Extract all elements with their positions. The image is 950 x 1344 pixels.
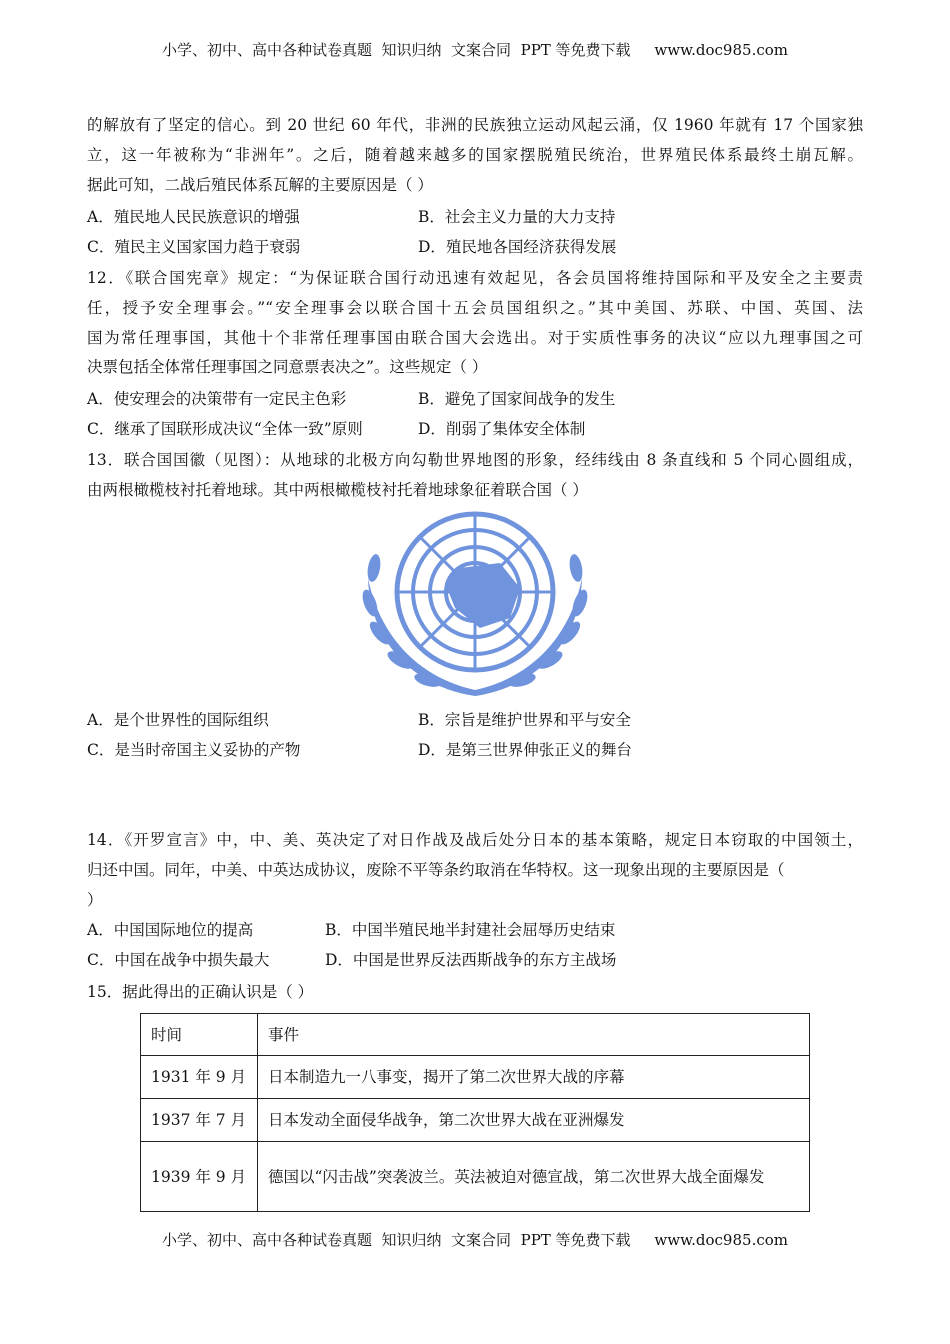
events-table [140,1013,810,1212]
table-row [141,1099,810,1142]
q12-line: 国为常任理事国，其他十个非常任理事国由联合国大会选出。对于实质性事务的决议“应以九理事国之可 [87,329,863,347]
q13-line: 由两根橄榄枝衬托着地球。其中两根橄榄枝衬托着地球象征着联合国（ ） [87,481,588,499]
q13-line: 13．联合国国徽（见图）：从地球的北极方向勾勒世界地图的形象，经纬线由 8 条直线和 5 个同心圆组成， [87,451,863,469]
cell-event: 日本制造九一八事变，揭开了第二次世界大战的序幕 [258,1056,810,1099]
page-header: 小学、初中、高中各种试卷真题 知识归纳 文案合同 PPT 等免费下载 www.doc985.com [161,41,788,59]
q14-option-d: D．中国是世界反法西斯战争的东方主战场 [325,951,617,969]
q11-option-d: D．殖民地各国经济获得发展 [418,238,617,256]
q11-option-a: A．殖民地人民民族意识的增强 [87,208,300,226]
q12-option-b: B．避免了国家间战争的发生 [418,390,616,408]
q12-option-a: A．使安理会的决策带有一定民主色彩 [87,390,347,408]
q11-option-c: C．殖民主义国家国力趋于衰弱 [87,238,301,256]
q11-line: 据此可知，二战后殖民体系瓦解的主要原因是（ ） [87,176,433,194]
page-footer: 小学、初中、高中各种试卷真题 知识归纳 文案合同 PPT 等免费下载 www.doc985.com [161,1231,788,1249]
q13-option-c: C．是当时帝国主义妥协的产物 [87,741,301,759]
q11-line: 的解放有了坚定的信心。到 20 世纪 60 年代，非洲的民族独立运动风起云涌，仅 1960 年就有 17 个国家独 [87,116,863,134]
cell-time: 1939 年 9 月 [141,1142,258,1212]
q15-stem: 15．据此得出的正确认识是（ ） [87,983,314,1001]
table-header-row [141,1014,810,1056]
q14-option-c: C．中国在战争中损失最大 [87,951,270,969]
q11-line: 立，这一年被称为“非洲年”。之后，随着越来越多的国家摆脱殖民统治，世界殖民体系最终土崩瓦解。 [87,146,863,164]
table-row [141,1142,810,1212]
q14-option-b: B．中国半殖民地半封建社会屈辱历史结束 [325,921,616,939]
q12-line: 12．《联合国宪章》规定：“为保证联合国行动迅速有效起见，各会员国将维持国际和平及安全之主要责 [87,269,863,287]
header-time: 时间 [141,1014,258,1056]
q14-line: 归还中国。同年，中美、中英达成协议，废除不平等条约取消在华特权。这一现象出现的主要原因是（ [87,861,785,879]
un-emblem-image [360,508,590,700]
cell-time: 1937 年 7 月 [141,1099,258,1142]
cell-event: 日本发动全面侵华战争，第二次世界大战在亚洲爆发 [258,1099,810,1142]
q13-option-b: B．宗旨是维护世界和平与安全 [418,711,631,729]
q13-option-d: D．是第三世界伸张正义的舞台 [418,741,632,759]
q12-option-d: D．削弱了集体安全体制 [418,420,586,438]
header-event: 事件 [258,1014,810,1056]
q14-option-a: A．中国国际地位的提高 [87,921,254,939]
q11-option-b: B．社会主义力量的大力支持 [418,208,616,226]
q12-line: 决票包括全体常任理事国之同意票表决之”。这些规定（ ） [87,358,488,376]
q14-line: 14．《开罗宣言》中，中、美、英决定了对日作战及战后处分日本的基本策略，规定日本窃取的中国领土， [87,831,863,849]
cell-time: 1931 年 9 月 [141,1056,258,1099]
cell-event: 德国以“闪击战”突袭波兰。英法被迫对德宣战，第二次世界大战全面爆发 [258,1142,810,1212]
q14-line: ） [87,891,103,909]
table-row [141,1056,810,1099]
q12-option-c: C．继承了国联形成决议“全体一致”原则 [87,420,363,438]
q12-line: 任，授予安全理事会。”“安全理事会以联合国十五会员国组织之。”其中美国、苏联、中国、英国、法 [87,299,863,317]
q13-option-a: A．是个世界性的国际组织 [87,711,269,729]
